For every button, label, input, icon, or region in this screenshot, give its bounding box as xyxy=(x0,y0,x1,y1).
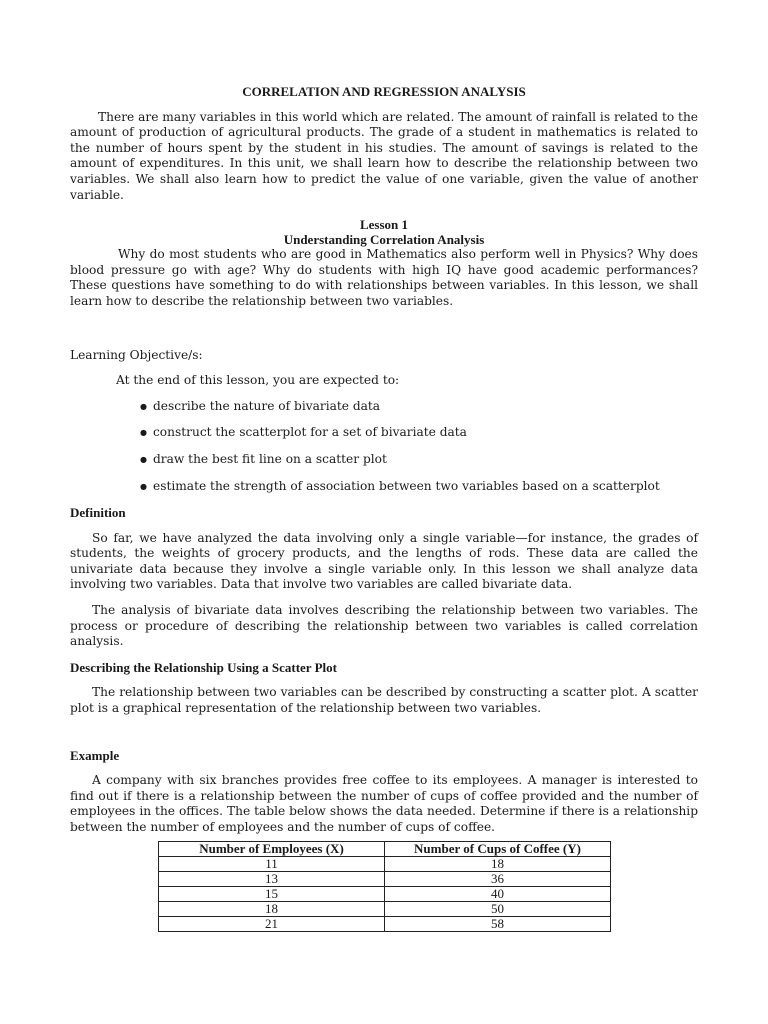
table-row xyxy=(159,886,611,901)
table-row xyxy=(159,916,611,931)
document-title: CORRELATION AND REGRESSION ANALYSIS xyxy=(242,84,526,99)
scatter-heading: Describing the Relationship Using a Scatter Plot xyxy=(70,659,337,675)
objectives-heading: Learning Objective/s: xyxy=(70,347,203,362)
table-row xyxy=(159,871,611,886)
objective-item: ● construct the scatterplot for a set of bivariate data xyxy=(140,425,698,442)
document-page xyxy=(70,84,698,932)
lesson-title: Understanding Correlation Analysis xyxy=(283,232,485,248)
table-header-cell: Number of Employees (X) xyxy=(159,841,385,856)
definition-paragraph-1: So far, we have analyzed the data involving only a single variable—for instance, the grades of students, the weights of grocery products, and the lengths of rods. These data are called the univariate data because they involve a single variable only. In this lesson we shall analyze data involving two variables. Data that involve two variables are called bivariate data. xyxy=(70,530,698,592)
table-cell: 18 xyxy=(159,901,385,916)
definition-heading: Definition xyxy=(70,505,126,521)
table-row xyxy=(159,856,611,871)
table-cell: 15 xyxy=(159,886,385,901)
table-cell: 36 xyxy=(385,871,611,886)
scatter-paragraph: The relationship between two variables can be described by constructing a scatter plot. A scatter plot is a graphical representation of the relationship between two variables. xyxy=(70,685,698,716)
definition-paragraph-2: The analysis of bivariate data involves describing the relationship between two variables. The process or procedure of describing the relationship between two variables is called correlation analysis. xyxy=(70,603,698,649)
lesson-number: Lesson 1 xyxy=(359,217,409,233)
table-row xyxy=(159,901,611,916)
objectives-list xyxy=(70,399,698,495)
table-cell: 40 xyxy=(385,886,611,901)
table-cell: 11 xyxy=(159,856,385,871)
table-cell: 13 xyxy=(159,871,385,886)
objective-item: ● estimate the strength of association between two variables based on a scatterplot xyxy=(140,479,698,496)
table-header-row xyxy=(159,841,611,856)
example-paragraph: A company with six branches provides free coffee to its employees. A manager is interested to find out if there is a relationship between the number of cups of coffee provided and the number of employees in the offices. The table below shows the data needed. Determine if there is a relationship between the number of employees and the number of cups of coffee. xyxy=(70,773,698,834)
table-cell: 58 xyxy=(385,916,611,931)
objectives-lead: At the end of this lesson, you are expected to: xyxy=(116,373,400,388)
table-header-cell: Number of Cups of Coffee (Y) xyxy=(385,841,611,856)
intro-paragraph: There are many variables in this world which are related. The amount of rainfall is related to the amount of production of agricultural products. The grade of a student in mathematics is related to the number of hours spent by the student in his studies. The amount of savings is related to the amount of expenditures. In this unit, we shall learn how to describe the relationship between two variables. We shall also learn how to predict the value of one variable, given the value of another variable. xyxy=(70,109,699,202)
objective-item: ● describe the nature of bivariate data xyxy=(140,399,698,416)
table-cell: 21 xyxy=(159,916,385,931)
lesson-intro-paragraph: Why do most students who are good in Mathematics also perform well in Physics? Why does blood pressure go with age? Why do students with high IQ have good academic performances? These questions have something to do with relationships between variables. In this lesson, we shall learn how to describe the relationship between two variables. xyxy=(70,247,698,308)
table-cell: 50 xyxy=(385,901,611,916)
example-heading: Example xyxy=(70,747,120,763)
table-cell: 18 xyxy=(385,856,611,871)
data-table xyxy=(158,841,611,932)
objective-item: ● draw the best fit line on a scatter plot xyxy=(140,452,698,469)
